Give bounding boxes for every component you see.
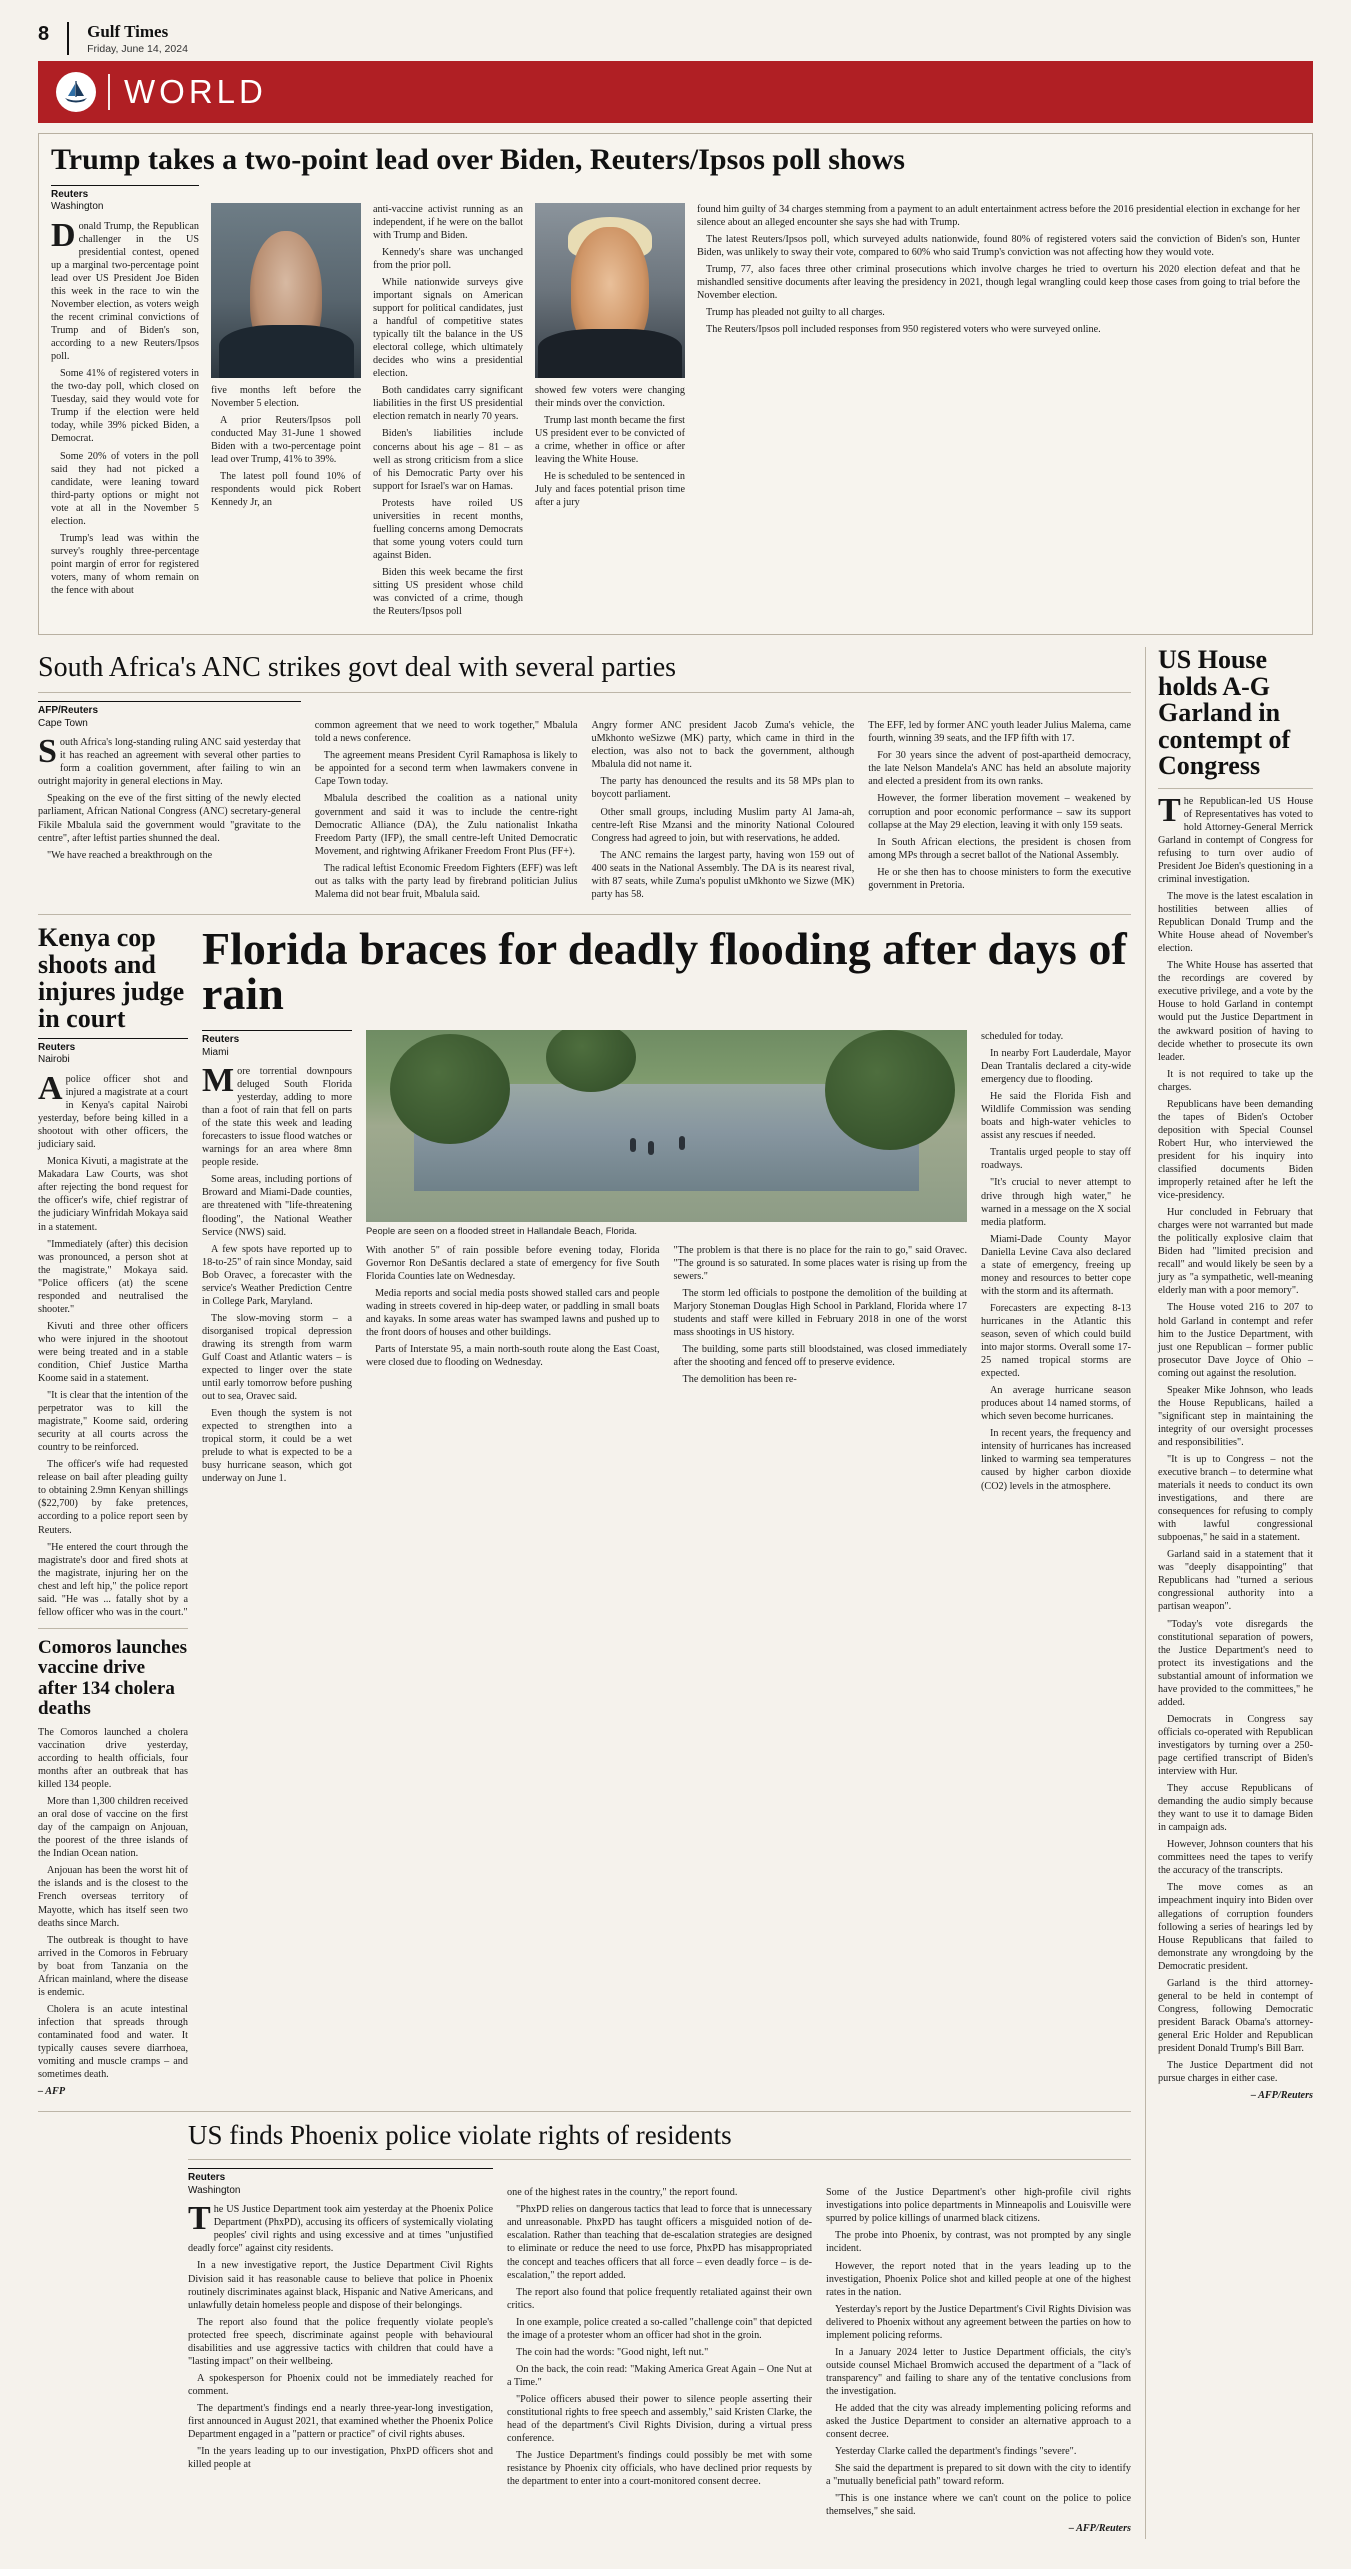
paragraph: The department's findings end a nearly three-year-long investigation, first announced in August 2021, that examined whether the Phoenix Police Department engaged in a "pattern or practice" of civil rights abuses. bbox=[188, 2402, 493, 2441]
paragraph: "This is one instance where we can't count on the police to police themselves," she said. bbox=[826, 2493, 1131, 2518]
paragraph: Yesterday Clarke called the department's findings "severe". bbox=[835, 2446, 1077, 2458]
paragraph: Apolice officer shot and injured a magistrate at a court in Kenya's capital Nairobi yesterday, before being killed in a shootout with other officers, the judiciary said. bbox=[38, 1069, 188, 1151]
paragraph: However, Johnson counters that his committees need the tapes to verify the accuracy of the transcripts. bbox=[1158, 1839, 1313, 1877]
paragraph: Trump has pleaded not guilty to all charges. bbox=[706, 307, 885, 319]
byline-agency: Reuters bbox=[202, 1034, 240, 1046]
paragraph: Trump, 77, also faces three other criminal prosecutions which involve charges he tried to overturn his 2020 election defeat and that he mishandled sensitive documents after leaving the presidency in 2021, though legal wrangling could keep those cases from going to trial before the November election. bbox=[697, 263, 1300, 302]
paragraph: In nearby Fort Lauderdale, Mayor Dean Trantalis declared a city-wide emergency due to flooding. bbox=[981, 1048, 1131, 1086]
byline-agency: Reuters bbox=[188, 2172, 226, 2184]
paragraph: Mbalula described the coalition as a national unity government and said it was to include the centre-right Democratic Alliance (DA), the Zulu nationalist Inkatha Freedom Party (IFP), the small centre-left United Democratic Movement, and rightwing Afrikaner Freedom Front Plus (FF+). bbox=[314, 793, 578, 857]
story-comoros bbox=[38, 1638, 188, 2098]
byline-place: Miami bbox=[202, 1046, 229, 1058]
paragraph: However, the former liberation movement – weakened by corruption and poor economic performance – saw its support collapse at the May 29 election, leaving it with only 159 seats. bbox=[868, 793, 1131, 831]
byline-agency: Reuters bbox=[38, 1041, 76, 1053]
paragraph: The move comes as an impeachment inquiry into Biden over allegations of corruption founders following a series of hearings led by House Republicans that failed to demonstrate any wrongdoing by the Democratic president. bbox=[1158, 1882, 1313, 1972]
paragraph: Garland said in a statement that it was "deeply disappointing" that Republicans had "turned a serious congressional authority into a partisan weapon". bbox=[1158, 1549, 1313, 1613]
figure-biden bbox=[211, 203, 361, 378]
paragraph: "Police officers abused their power to silence people asserting their constitutional rights to free speech and assembly," said Kristen Clarke, the head of the department's Civil Rights Division, during a virtual press conference. bbox=[507, 2393, 812, 2445]
story-credit: – AFP/Reuters bbox=[1250, 2090, 1313, 2102]
paragraph: In recent years, the frequency and intensity of hurricanes has increased linked to warming sea temperatures caused by higher carbon dioxide (CO2) levels in the atmosphere. bbox=[981, 1428, 1131, 1492]
byline-place: Washington bbox=[51, 201, 104, 213]
masthead-divider bbox=[67, 22, 69, 55]
paragraph: The Justice Department did not pursue charges in either case. bbox=[1158, 2060, 1313, 2085]
paragraph: "The problem is that there is no place for the rain to go," said Oravec. "The ground is so saturated. In some places water is rising up from the sewers." bbox=[673, 1245, 967, 1283]
paragraph: Miami-Dade County Mayor Daniella Levine Cava also declared a state of emergency, freeing up money and resources to better cope with the storm and its aftermath. bbox=[981, 1233, 1131, 1297]
paragraph: The radical leftist Economic Freedom Fighters (EFF) was left out as talks with the party lead by firebrand politician Julius Malema did not bear fruit, Mbalula said. bbox=[314, 862, 578, 900]
byline-kenya bbox=[38, 1038, 188, 1067]
paragraph: In one example, police created a so-called "challenge coin" that depicted the image of a protester whom an officer had shot in the groin. bbox=[507, 2316, 812, 2341]
paragraph: A few spots have reported up to 18-to-25" of rain since Monday, said Bob Oravec, a forecaster with the service's Weather Prediction Centre in College Park, Maryland. bbox=[202, 1243, 352, 1307]
paragraph: Kivuti and three other officers who were injured in the shootout were being treated and in a stable condition, Chief Justice Martha Koome said in a statement. bbox=[38, 1320, 188, 1385]
paragraph: Even though the system is not expected to strengthen into a tropical storm, it could be a wet prelude to what is expected to be a busy hurricane season, which got underway on June 1. bbox=[202, 1408, 352, 1485]
story-kenya bbox=[38, 924, 188, 2102]
publication-date: Friday, June 14, 2024 bbox=[87, 42, 188, 55]
paragraph: Media reports and social media posts showed stalled cars and people wading in streets covered in hip-deep water, or paddling in small boats and kayaks. In some areas water has swamped lawns and pushed up to the front doors of houses and other buildings. bbox=[366, 1288, 660, 1339]
figure-flood bbox=[366, 1030, 967, 1236]
paragraph: For 30 years since the advent of post-apartheid democracy, the late Nelson Mandela's ANC has held an absolute majority and elected a president from its own ranks. bbox=[868, 750, 1131, 788]
paragraph: The US Justice Department took aim yesterday at the Phoenix Police Department (PhxPD), accusing its officers of systemically violating peoples' civil rights and using excessive and at times "unjustified deadly force" against city residents. bbox=[188, 2200, 493, 2255]
paragraph: South Africa's long-standing ruling ANC said yesterday that it has reached an agreement with several other parties to form a coalition government, after failing to win an outright majority in general elections in May. bbox=[38, 733, 301, 788]
paragraph: Biden's liabilities include concerns about his age – 81 – as well as strong criticism from a slice of his Democratic Party over his support for Israel's war on Hamas. bbox=[373, 428, 523, 492]
headline-florida: Florida braces for deadly flooding after days of rain bbox=[202, 922, 1127, 1019]
headline-garland: US House holds A-G Garland in contempt of Congress bbox=[1158, 645, 1291, 781]
paragraph: The slow-moving storm – a disorganised tropical depression drawing its strength from warm Gulf Coast and Atlantic waters – is expected to linger over the state until early tomorrow before pushing out to sea, Oravec said. bbox=[202, 1312, 352, 1403]
headline-trump-poll: Trump takes a two-point lead over Biden, Reuters/Ipsos poll shows bbox=[51, 142, 905, 176]
paragraph: However, the report noted that in the years leading up to the investigation, Phoenix Police shot and killed people at one of the highest rates in the nation. bbox=[826, 2260, 1131, 2298]
headline-kenya: Kenya cop shoots and injures judge in court bbox=[38, 922, 185, 1033]
paragraph: "In the years leading up to our investigation, PhxPD officers shot and killed people at bbox=[188, 2446, 493, 2471]
headline-phoenix: US finds Phoenix police violate rights of residents bbox=[188, 2120, 732, 2151]
paragraph: Speaker Mike Johnson, who leads the House Republicans, hailed a "significant step in maintaining the integrity of our oversight processes and responsibilities". bbox=[1158, 1384, 1313, 1448]
story-trump-poll bbox=[38, 133, 1313, 636]
paragraph: The agreement means President Cyril Ramaphosa is likely to be appointed for a second term when lawmakers convene in Cape Town today. bbox=[314, 750, 578, 788]
byline-place: Washington bbox=[188, 2184, 241, 2196]
byline-florida bbox=[202, 1030, 352, 1059]
paragraph: The House voted 216 to 207 to hold Garland in contempt and refer him to the Justice Department, with just one Republican – former public prosecutor Dave Joyce of Ohio – coming out against the resolution. bbox=[1158, 1302, 1313, 1379]
paragraph: Trump's lead was within the survey's roughly three-percentage point margin of error for registered voters, many of whom remain on the fence with about bbox=[51, 532, 199, 596]
paragraph: She said the department is prepared to sit down with the city to identify a "mutually beneficial path" toward reform. bbox=[826, 2463, 1131, 2488]
paragraph: The probe into Phoenix, by contrast, was not prompted by any single incident. bbox=[826, 2230, 1131, 2255]
paragraph: Republicans have been demanding the tapes of Biden's October deposition with Special Counsel Robert Hur, who interviewed the president for his inquiry into classified documents Biden improperly retained after he left the vice-presidency. bbox=[1158, 1098, 1313, 1202]
paragraph: "It is up to Congress – not the executive branch – to determine what materials it needs to conduct its own investigations, and there are consequences for refusing to comply with lawful congressional subpoenas," he said in a statement. bbox=[1158, 1453, 1313, 1544]
byline-phoenix bbox=[188, 2168, 493, 2197]
paragraph: While nationwide surveys give important signals on American support for political candidates, just a handful of competitive states typically tilt the balance in the US electoral college, which ultimately decides who wins a presidential election. bbox=[373, 276, 523, 380]
paragraph: Yesterday's report by the Justice Department's Civil Rights Division was delivered to Phoenix without any agreement between the parties on how to implement policing reforms. bbox=[826, 2303, 1131, 2341]
paragraph: five months left before the November 5 election. bbox=[211, 384, 361, 409]
paragraph: More torrential downpours deluged South Florida yesterday, adding to more than a foot of rain that fell on parts of the state this week and leading forecasters to issue flood watches or warnings for an area where 8mn people reside. bbox=[202, 1062, 352, 1169]
paragraph: The report also found that the police frequently violate people's protected free speech, discriminate against people with behavioural disabilities and use aggressive tactics with children that could have a "lasting impact" on their wellbeing. bbox=[188, 2316, 493, 2367]
paragraph: The storm led officials to postpone the demolition of the building at Marjory Stoneman Douglas High School in Parkland, Florida where 17 students and staff were killed in February 2018 in one of the worst mass shootings in US history. bbox=[673, 1288, 967, 1339]
byline-place: Nairobi bbox=[38, 1054, 70, 1066]
byline-anc bbox=[38, 701, 301, 730]
paragraph: Protests have roiled US universities in recent months, fuelling concerns among Democrats that some young voters could turn against Biden. bbox=[373, 497, 523, 561]
paragraph: "Today's vote disregards the constitutional separation of powers, the Justice Department's need to protect its investigations and the substantial amount of information we have provided to the committees," he added. bbox=[1158, 1618, 1313, 1708]
paragraph: A spokesperson for Phoenix could not be immediately reached for comment. bbox=[188, 2372, 493, 2397]
paragraph: The latest poll found 10% of respondents would pick Robert Kennedy Jr, an bbox=[211, 471, 361, 509]
paragraph: The Justice Department's findings could possibly be met with some resistance by Phoenix city officials, who have declined prior requests by the department to enter into a court-monitored consent decree. bbox=[507, 2450, 812, 2488]
paragraph: common agreement that we need to work together," Mbalula told a news conference. bbox=[314, 720, 578, 745]
paragraph: Trantalis urged people to stay off roadways. bbox=[981, 1147, 1131, 1172]
paragraph: The ANC remains the largest party, having won 159 out of 400 seats in the National Assembly. The DA is its nearest rival, with 87 seats, while Zuma's populist uMkhonto we Sizwe (MK) party has 58. bbox=[591, 849, 855, 900]
byline-agency: AFP/Reuters bbox=[38, 705, 99, 717]
paragraph: In South African elections, the president is chosen from among MPs through a secret ballot of the National Assembly. bbox=[868, 836, 1131, 861]
page-number: 8 bbox=[38, 23, 50, 45]
paragraph: Some of the Justice Department's other high-profile civil rights investigations into police departments in Minneapolis and Louisville were spurred by police killings of unarmed black citizens. bbox=[826, 2187, 1131, 2225]
paragraph: It is not required to take up the charges. bbox=[1158, 1068, 1313, 1093]
story-credit: – AFP/Reuters bbox=[1068, 2523, 1131, 2535]
paragraph: The EFF, led by former ANC youth leader Julius Malema, came fourth, winning 39 seats, and the IFP fifth with 17. bbox=[868, 720, 1131, 745]
paragraph: The Comoros launched a cholera vaccination drive yesterday, according to health officials, four months after an outbreak that has killed 134 people. bbox=[38, 1726, 188, 1791]
paragraph: The White House has asserted that the recordings are covered by executive privilege, and a vote by the House to hold Garland in contempt would put the Justice Department in the awkward position of having to decide whether to prosecute its own leader. bbox=[1158, 960, 1313, 1063]
section-banner bbox=[38, 61, 1313, 123]
paragraph: "Immediately (after) this decision was pronounced, a person shot at the magistrate," Mokaya said. "Police officers (at) the scene responded and neutralised the shooter." bbox=[38, 1238, 188, 1315]
paragraph: The officer's wife had requested release on bail after pleading guilty to obtaining 2.9mn Kenyan shillings ($22,700) by fake pretences, according to a police report seen by Reuters. bbox=[38, 1459, 188, 1536]
headline-comoros: Comoros launches vaccine drive after 134 cholera deaths bbox=[38, 1636, 188, 1720]
paragraph: "He entered the court through the magistrate's door and fired shots at the magistrate, injuring her on the chest and left hip," the police report said. "He was ... fatally shot by a fellow officer who was in the court." bbox=[38, 1541, 188, 1618]
paragraph: Trump last month became the first US president ever to be convicted of a crime, whether in office or after leaving the White House. bbox=[535, 414, 685, 465]
photo-caption: People are seen on a flooded street in Hallandale Beach, Florida. bbox=[366, 1225, 638, 1237]
paragraph: Some areas, including portions of Broward and Miami-Dade counties, are threatened with "life-threatening flooding", the National Weather Service (NWS) said. bbox=[202, 1174, 352, 1238]
paragraph: "It is clear that the intention of the perpetrator was to kill the magistrate," Koome said, ordering security at all courts across the country to be reinforced. bbox=[38, 1390, 188, 1454]
paragraph: scheduled for today. bbox=[981, 1031, 1064, 1043]
story-garland bbox=[1145, 647, 1313, 2539]
paragraph: one of the highest rates in the country," the report found. bbox=[507, 2187, 738, 2199]
paragraph: The move is the latest escalation in hostilities between allies of Republican Donald Trump and the White House ahead of November's election. bbox=[1158, 891, 1313, 955]
paragraph: The latest Reuters/Ipsos poll, which surveyed adults nationwide, found 80% of registered voters said the conviction of Biden's son, Hunter Biden, was unlikely to sway their vote, compared to 60% who said Trump's conviction was not affecting how they would vote. bbox=[697, 233, 1300, 258]
paragraph: The building, some parts still bloodstained, was closed immediately after the shooting and fenced off to preserve evidence. bbox=[673, 1344, 967, 1369]
paragraph: In a new investigative report, the Justice Department Civil Rights Division said it has reasonable cause to believe that police in Phoenix routinely discriminates against black, Hispanic and Native Americans, and unlawfully detain homeless people and dispose of their belongings. bbox=[188, 2260, 493, 2311]
paragraph: In a January 2024 letter to Justice Department officials, the city's outside counsel Michael Bromwich accused the department of a "lack of transparency" and failing to share any of the tentative conclusions from the investigation. bbox=[826, 2346, 1131, 2397]
paragraph: found him guilty of 34 charges stemming from a payment to an adult entertainment actress before the 2016 presidential election in exchange for her silence about an alleged encounter she says she had with Trump. bbox=[697, 203, 1300, 228]
paragraph: Donald Trump, the Republican challenger in the US presidential contest, opened up a marginal two-percentage point lead over US President Joe Biden this week in the race to win the November election, as voters weigh the recent criminal convictions of Trump and of Biden's son, according to a new Reuters/Ipsos poll. bbox=[51, 216, 199, 363]
paragraph: The demolition has been re- bbox=[682, 1374, 797, 1386]
figure-trump bbox=[535, 203, 685, 378]
story-phoenix bbox=[38, 2121, 1131, 2539]
paragraph: Garland is the third attorney-general to be held in contempt of Congress, following Democratic president Barack Obama's attorney-general Eric Holder and Republican president Donald Trump's Bill Barr. bbox=[1158, 1977, 1313, 2054]
paragraph: An average hurricane season produces about 14 named storms, of which seven become hurricanes. bbox=[981, 1385, 1131, 1423]
paragraph: Some 41% of registered voters in the two-day poll, which closed on Tuesday, said they would vote for Trump if the election were held today, while 39% picked Biden, a Democrat. bbox=[51, 368, 199, 445]
paragraph: Forecasters are expecting 8-13 hurricanes in the Atlantic this season, seven of which could build into major storms. Overall some 17-25 named tropical storms are expected. bbox=[981, 1302, 1131, 1380]
masthead bbox=[38, 0, 1313, 61]
paragraph: "PhxPD relies on dangerous tactics that lead to force that is unnecessary and unreasonable. PhxPD has taught officers a misguided notion of de-escalation. Rather than teaching that de-escalation strategies are designed to eliminate or reduce the need to use force, PhxPD has misappropriated the concept and teaches officers that all force – even deadly force – is de-escalation," the report added. bbox=[507, 2204, 812, 2281]
paragraph: The party has denounced the results and its 58 MPs plan to boycott parliament. bbox=[591, 776, 855, 801]
paragraph: The report also found that police frequently retaliated against their own critics. bbox=[507, 2286, 812, 2311]
paragraph: He is scheduled to be sentenced in July and faces potential prison time after a jury bbox=[535, 471, 685, 509]
paragraph: Biden this week became the first sitting US president whose child was convicted of a crime, though the Reuters/Ipsos poll bbox=[373, 566, 523, 618]
paragraph: On the back, the coin read: "Making America Great Again – One Nut at a Time." bbox=[507, 2363, 812, 2388]
paragraph: Other small groups, including Muslim party Al Jama-ah, centre-left Rise Mzansi and the minority National Coloured Congress had agreed to join, but with reservations, he added. bbox=[591, 806, 855, 844]
paragraph: He or she then has to choose ministers to form the executive government in Pretoria. bbox=[868, 866, 1131, 891]
paragraph: anti-vaccine activist running as an independent, if he were on the ballot with Trump and Biden. bbox=[373, 203, 523, 241]
paragraph: More than 1,300 children received an oral dose of vaccine on the first day of the campaign on Anjouan, the poorest of the three islands of the Indian Ocean nation. bbox=[38, 1796, 188, 1860]
banner-divider bbox=[108, 74, 110, 110]
photo-flooded-street bbox=[366, 1030, 967, 1222]
byline-place: Cape Town bbox=[38, 717, 88, 729]
paragraph: Kennedy's share was unchanged from the prior poll. bbox=[373, 246, 523, 271]
paragraph: Cholera is an acute intestinal infection that spreads through contaminated food and water. It typically causes severe diarrhoea, vomiting and muscle cramps – and sometimes death. bbox=[38, 2003, 188, 2081]
paragraph: Democrats in Congress say officials co-operated with Republican investigators by turning over a 250-page certified transcript of Biden's interview with Hur. bbox=[1158, 1713, 1313, 1778]
paragraph: Some 20% of voters in the poll said they had not picked a candidate, were leaning toward third-party options or might not vote at all in the November 5 election. bbox=[51, 450, 199, 527]
story-credit: – AFP bbox=[38, 2086, 66, 2098]
paragraph: Monica Kivuti, a magistrate at the Makadara Law Courts, was shot after rejecting the bond request for the officer's wife, chief registrar of the judiciary Winfridah Mokaya said in a statement. bbox=[38, 1156, 188, 1233]
paragraph: He added that the city was already implementing policing reforms and asked the Justice Department to consider an alternative approach to a consent decree. bbox=[826, 2402, 1131, 2441]
paragraph: They accuse Republicans of demanding the audio simply because they want to use it to damage Biden in campaign ads. bbox=[1158, 1783, 1313, 1834]
paragraph: Anjouan has been the worst hit of the islands and is the closest to the French overseas territory of Mayotte, which has itself seen two deaths since March. bbox=[38, 1865, 188, 1929]
byline-trump-poll bbox=[51, 185, 199, 214]
sailing-dhow-icon bbox=[56, 72, 96, 112]
headline-anc: South Africa's ANC strikes govt deal with several parties bbox=[38, 652, 677, 684]
photo-joe-biden bbox=[211, 203, 361, 378]
section-title: WORLD bbox=[124, 72, 267, 110]
photo-donald-trump bbox=[535, 203, 685, 378]
paragraph: "It's crucial to never attempt to drive through high water," he warned in a message on the X social media platform. bbox=[981, 1177, 1131, 1228]
paragraph: A prior Reuters/Ipsos poll conducted May 31-June 1 showed Biden with a two-percentage point lead over Trump, 41% to 39%. bbox=[211, 414, 361, 465]
paragraph: showed few voters were changing their minds over the conviction. bbox=[535, 384, 685, 409]
paragraph: Parts of Interstate 95, a main north-south route along the East Coast, were closed due to flooding on Wednesday. bbox=[366, 1344, 660, 1369]
paragraph: He said the Florida Fish and Wildlife Commission was sending boats and high-water vehicles to assist any rescues if needed. bbox=[981, 1091, 1131, 1142]
paragraph: The outbreak is thought to have arrived in the Comoros in February by boat from Tanzania on the African mainland, where the disease is endemic. bbox=[38, 1934, 188, 1998]
story-anc bbox=[38, 653, 1131, 905]
paragraph: Hur concluded in February that charges were not warranted but made the politically explosive claim that Biden had "limited precision and recall" and would likely be seen by a jury as "a sympathetic, well-meaning elderly man with a poor memory". bbox=[1158, 1207, 1313, 1297]
paragraph: Both candidates carry significant liabilities in the first US presidential election rematch in nearly 70 years. bbox=[373, 385, 523, 423]
paragraph: The Reuters/Ipsos poll included responses from 950 registered voters who were surveyed online. bbox=[706, 324, 1101, 336]
story-florida bbox=[202, 924, 1131, 2102]
byline-agency: Reuters bbox=[51, 188, 89, 200]
paper-name: Gulf Times bbox=[87, 22, 169, 41]
paragraph: "We have reached a breakthrough on the bbox=[47, 849, 213, 861]
paragraph: Angry former ANC president Jacob Zuma's vehicle, the uMkhonto weSizwe (MK) party, which came in third in the election, was also not to back the government, although Mbalula did not name it. bbox=[591, 720, 855, 771]
paragraph: The Republican-led US House of Representatives has voted to hold Attorney-General Merrick Garland in contempt of Congress for refusing to turn over audio of President Joe Biden's questioning in a criminal investigation. bbox=[1158, 791, 1313, 885]
paragraph: Speaking on the eve of the first sitting of the newly elected parliament, African National Congress (ANC) secretary-general Fikile Mbalula said the government would "gravitate to the centre", after leftist parties shunned the deal. bbox=[38, 793, 301, 844]
paragraph: With another 5" of rain possible before evening today, Florida Governor Ron DeSantis declared a state of emergency for five South Florida Counties late on Wednesday. bbox=[366, 1245, 660, 1283]
paragraph: The coin had the words: "Good night, left nut." bbox=[516, 2346, 709, 2358]
